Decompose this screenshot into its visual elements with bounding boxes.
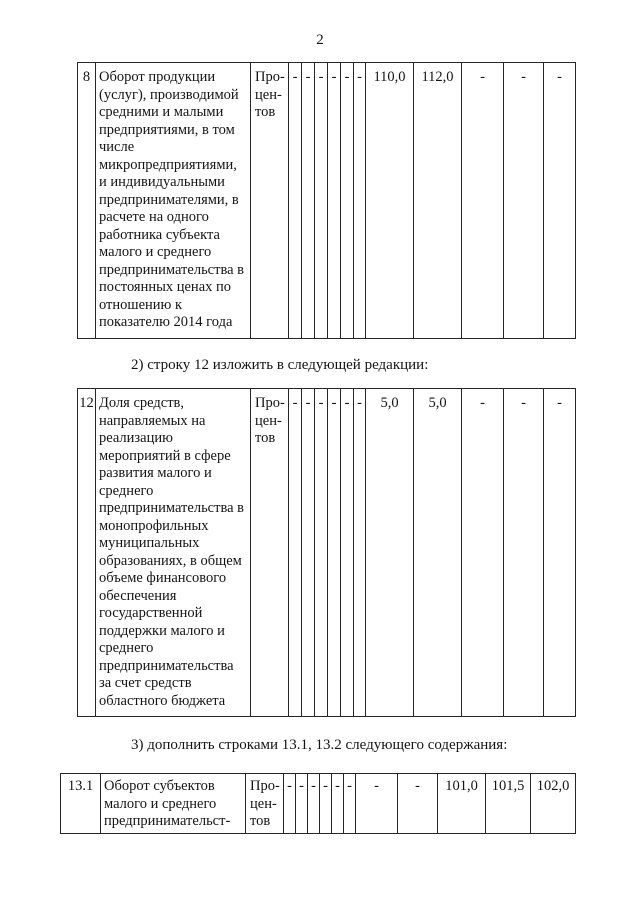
text-line: муниципальных bbox=[99, 535, 200, 551]
value-cell: 5,0 bbox=[366, 389, 414, 717]
indicator-description bbox=[104, 778, 243, 831]
text-line: поддержки малого и bbox=[99, 622, 225, 639]
text-line: средними и малыми bbox=[99, 104, 224, 120]
value-cell: - bbox=[344, 774, 356, 834]
text-line: среднего bbox=[99, 482, 154, 499]
row-number-cell: 12 bbox=[78, 389, 96, 717]
value-cell: - bbox=[315, 63, 328, 339]
text-line: мероприятий в сфере bbox=[99, 447, 231, 464]
text-line: работника субъекта bbox=[99, 226, 220, 243]
text-line: расчете на одного bbox=[99, 209, 209, 225]
value-cell: - bbox=[320, 774, 332, 834]
text-line: числе bbox=[99, 139, 135, 155]
text-line: реализацию bbox=[99, 430, 173, 446]
indicator-table-row-13-1 bbox=[60, 773, 576, 834]
text-line: объеме финансового bbox=[99, 570, 227, 586]
value-cell: 5,0 bbox=[414, 389, 462, 717]
indicator-description bbox=[99, 395, 248, 710]
value-cell: - bbox=[328, 389, 341, 717]
indicator-table-row-8 bbox=[77, 62, 576, 339]
text-line: малого и среднего bbox=[104, 795, 217, 812]
table-row bbox=[78, 63, 576, 339]
text-line: предпринимательства bbox=[99, 657, 234, 674]
text-line: за счет средств bbox=[99, 675, 192, 691]
text-line: постоянных ценах по bbox=[99, 279, 232, 295]
value-cell: - bbox=[354, 389, 366, 717]
text-line: тов bbox=[250, 813, 271, 829]
text-line: предпринимательства в bbox=[99, 261, 245, 278]
unit-label bbox=[250, 778, 282, 831]
text-line: среднего bbox=[99, 640, 154, 656]
unit-cell bbox=[246, 774, 284, 834]
table-row bbox=[78, 389, 576, 717]
value-cell: 101,5 bbox=[486, 774, 531, 834]
value-cell: - bbox=[341, 63, 354, 339]
unit-cell bbox=[251, 63, 289, 339]
text-line: государственной bbox=[99, 605, 203, 621]
row-number-cell: 8 bbox=[78, 63, 96, 339]
value-cell: - bbox=[504, 63, 544, 339]
indicator-description-cell bbox=[96, 389, 251, 717]
value-cell: - bbox=[341, 389, 354, 717]
value-cell: - bbox=[296, 774, 308, 834]
text-line: предприятиями, в том bbox=[99, 121, 235, 138]
text-line: Про- bbox=[255, 69, 285, 85]
indicator-description-cell bbox=[101, 774, 246, 834]
table-row bbox=[61, 774, 576, 834]
text-line: предпринимательст- bbox=[104, 813, 231, 829]
text-line: микропредприятиями, bbox=[99, 156, 237, 173]
text-line: и индивидуальными bbox=[99, 174, 225, 190]
value-cell: - bbox=[284, 774, 296, 834]
value-cell: 110,0 bbox=[366, 63, 414, 339]
text-line: тов bbox=[255, 104, 276, 120]
text-line: малого и среднего bbox=[99, 244, 212, 260]
value-cell: - bbox=[332, 774, 344, 834]
text-line: цен- bbox=[250, 795, 277, 812]
text-line: направляемых на bbox=[99, 412, 206, 429]
value-cell: 101,0 bbox=[438, 774, 486, 834]
value-cell: - bbox=[398, 774, 438, 834]
value-cell: - bbox=[289, 63, 302, 339]
value-cell: - bbox=[308, 774, 320, 834]
text-line: развития малого и bbox=[99, 465, 212, 481]
text-line: предпринимателями, в bbox=[99, 191, 239, 208]
indicator-description-cell bbox=[96, 63, 251, 339]
value-cell: - bbox=[315, 389, 328, 717]
value-cell: 102,0 bbox=[531, 774, 576, 834]
value-cell: 112,0 bbox=[414, 63, 462, 339]
indicator-description bbox=[99, 69, 248, 332]
text-line: обеспечения bbox=[99, 587, 177, 604]
text-line: цен- bbox=[255, 86, 282, 103]
unit-label bbox=[255, 395, 287, 448]
unit-label bbox=[255, 69, 287, 122]
text-line: Про- bbox=[250, 778, 280, 794]
value-cell: - bbox=[504, 389, 544, 717]
text-line: Доля средств, bbox=[99, 395, 185, 411]
indicator-table-row-12 bbox=[77, 388, 576, 717]
text-line: отношению к bbox=[99, 296, 183, 313]
text-line: Про- bbox=[255, 395, 285, 411]
value-cell: - bbox=[328, 63, 341, 339]
text-line: показателю 2014 года bbox=[99, 314, 233, 330]
text-line: образованиях, в общем bbox=[99, 552, 242, 569]
instruction-paragraph: 3) дополнить строками 13.1, 13.2 следующего содержания: bbox=[131, 737, 508, 753]
value-cell: - bbox=[302, 63, 315, 339]
value-cell: - bbox=[544, 63, 576, 339]
text-line: монопрофильных bbox=[99, 517, 209, 534]
text-line: областного бюджета bbox=[99, 692, 226, 709]
value-cell: - bbox=[462, 63, 504, 339]
value-cell: - bbox=[302, 389, 315, 717]
value-cell: - bbox=[544, 389, 576, 717]
text-line: тов bbox=[255, 430, 276, 446]
unit-cell bbox=[251, 389, 289, 717]
value-cell: - bbox=[354, 63, 366, 339]
page-number: 2 bbox=[316, 32, 324, 48]
value-cell: - bbox=[462, 389, 504, 717]
instruction-paragraph: 2) строку 12 изложить в следующей редакции: bbox=[131, 357, 429, 373]
text-line: предпринимательства в bbox=[99, 500, 245, 516]
value-cell: - bbox=[289, 389, 302, 717]
text-line: Оборот субъектов bbox=[104, 778, 215, 794]
text-line: Оборот продукции bbox=[99, 69, 216, 85]
text-line: цен- bbox=[255, 412, 282, 429]
row-number-cell: 13.1 bbox=[61, 774, 101, 834]
text-line: (услуг), производимой bbox=[99, 86, 239, 103]
value-cell: - bbox=[356, 774, 398, 834]
